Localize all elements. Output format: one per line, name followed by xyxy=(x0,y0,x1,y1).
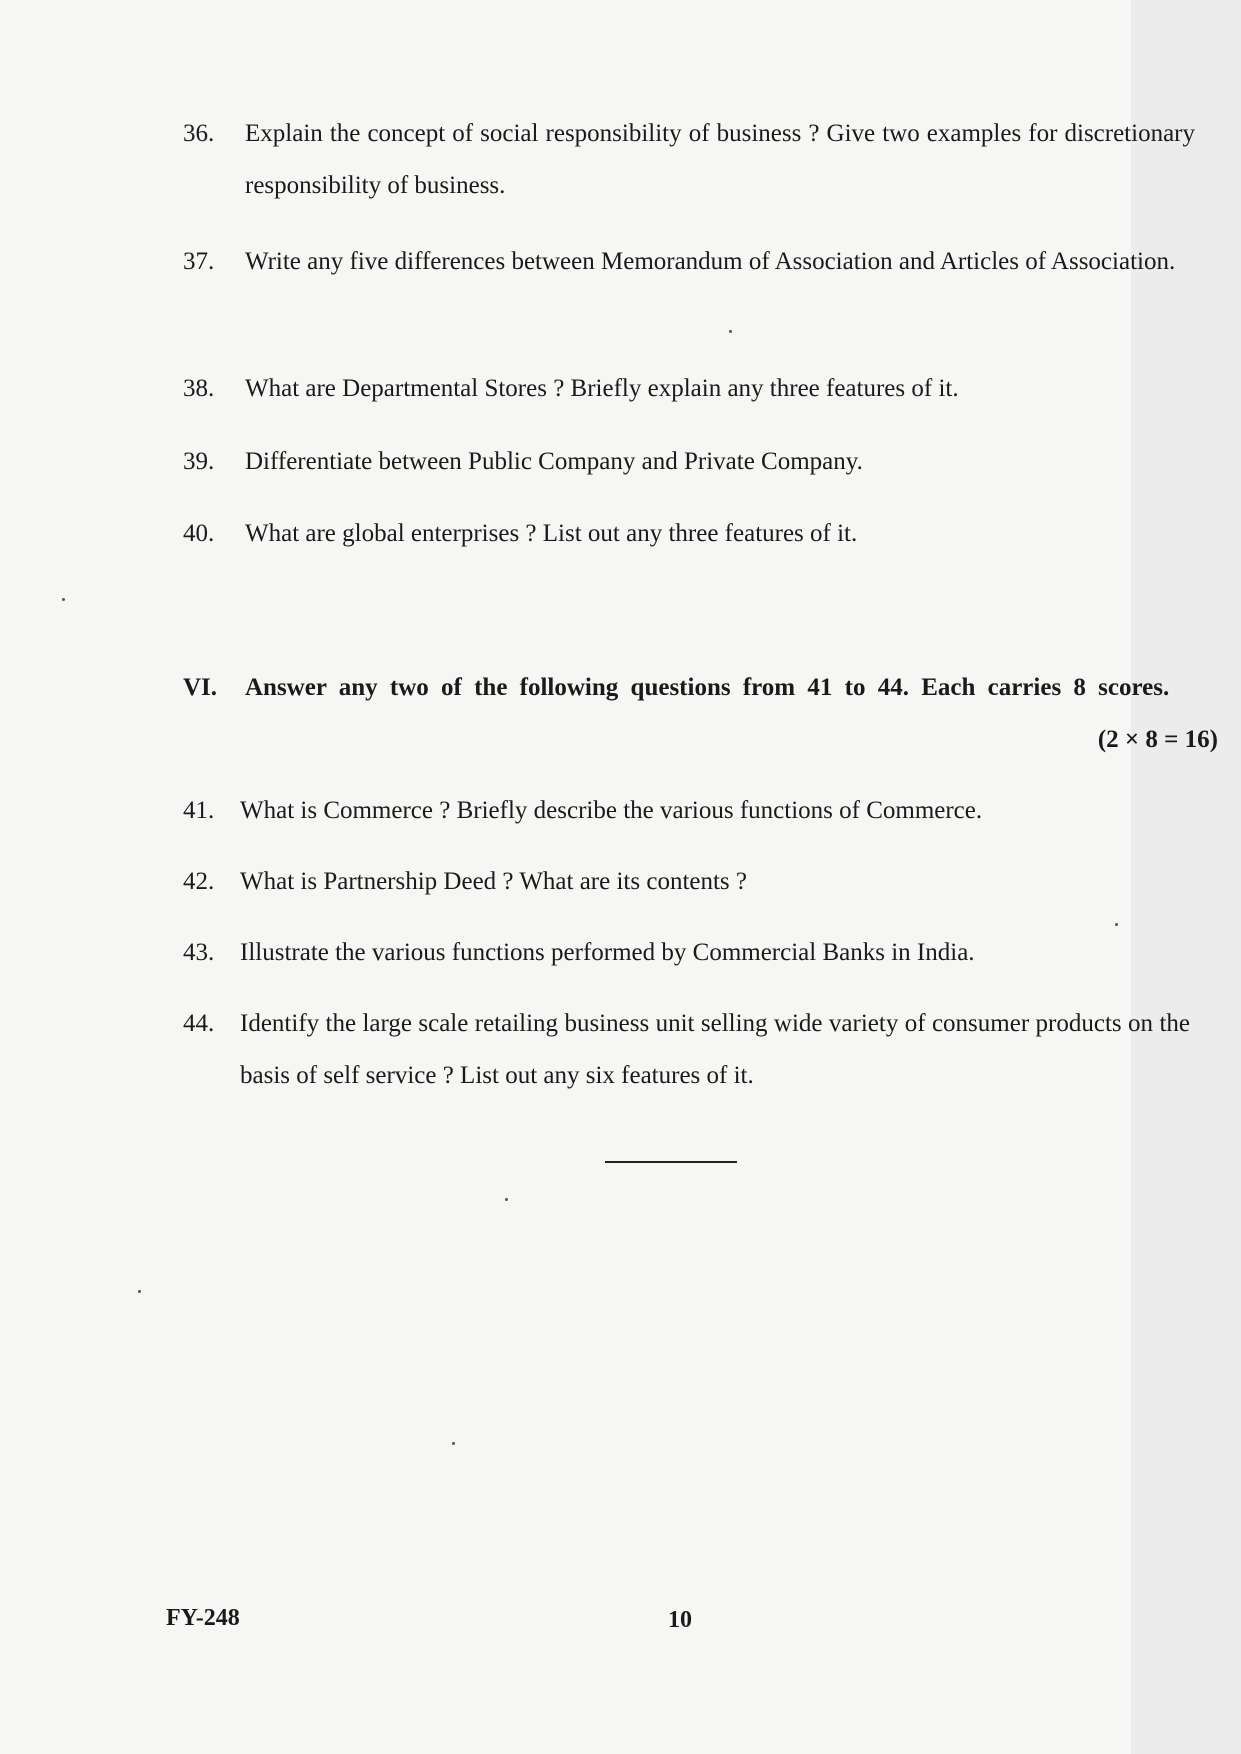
question-text: What are global enterprises ? List out any three features of it. xyxy=(245,520,858,547)
question-number: 37. xyxy=(183,248,215,275)
scan-speck xyxy=(505,1198,508,1201)
question-number: 40. xyxy=(183,520,215,547)
question-number: 41. xyxy=(183,797,215,824)
question-number: 39. xyxy=(183,448,215,475)
scan-speck xyxy=(452,1442,455,1445)
scan-speck xyxy=(62,598,65,601)
question-text: Differentiate between Public Company and Private Company. xyxy=(245,448,863,475)
question-number: 36. xyxy=(183,120,215,147)
question-number: 44. xyxy=(183,1010,215,1037)
question-text: What is Partnership Deed ? What are its contents ? xyxy=(240,868,748,895)
end-divider xyxy=(605,1161,737,1163)
section-number: VI. xyxy=(183,674,218,701)
scan-speck xyxy=(729,330,732,333)
section-instruction: Answer any two of the following questions from 41 to 44. Each carries 8 scores. xyxy=(245,674,1170,701)
question-text: Explain the concept of social responsibility of business ? Give two examples for discretionary responsibility of business. xyxy=(245,120,1195,199)
question-text: Write any five differences between Memorandum of Association and Articles of Association. xyxy=(245,248,1176,275)
question-text: Illustrate the various functions performed by Commercial Banks in India. xyxy=(240,939,975,966)
question-text: What is Commerce ? Briefly describe the various functions of Commerce. xyxy=(240,797,983,824)
question-number: 42. xyxy=(183,868,215,895)
question-number: 38. xyxy=(183,375,215,402)
question-number: 43. xyxy=(183,939,215,966)
scan-speck xyxy=(138,1290,141,1293)
section-marks: (2 × 8 = 16) xyxy=(1097,726,1218,753)
scan-speck xyxy=(1115,923,1118,926)
page-number: 10 xyxy=(668,1607,692,1633)
question-text: Identify the large scale retailing business unit selling wide variety of consumer products on the basis of self service ? List out any six features of it. xyxy=(240,1010,1190,1089)
paper-code: FY-248 xyxy=(166,1605,240,1631)
question-text: What are Departmental Stores ? Briefly explain any three features of it. xyxy=(245,375,959,402)
